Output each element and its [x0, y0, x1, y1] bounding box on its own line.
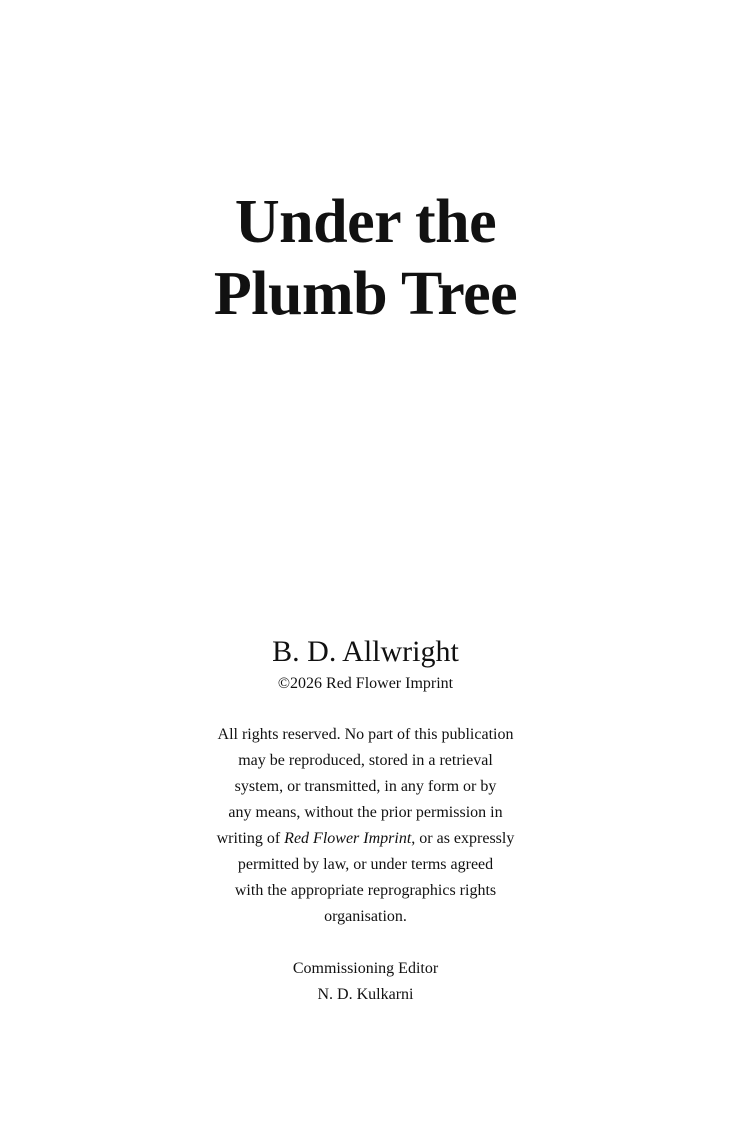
- rights-line-5-before: writing of: [216, 830, 285, 847]
- editor-credit: [0, 956, 731, 1008]
- publisher-name-italic: Red Flower Imprint: [284, 830, 412, 847]
- rights-statement: [0, 722, 731, 930]
- rights-line-1: All rights reserved. No part of this publication: [217, 726, 514, 743]
- book-title: [0, 186, 731, 330]
- editor-role: Commissioning Editor: [292, 960, 439, 977]
- author-name: B. D. Allwright: [272, 635, 459, 668]
- rights-line-8: organisation.: [324, 908, 407, 925]
- editor-name: N. D. Kulkarni: [317, 986, 414, 1003]
- book-title-line-2: Plumb Tree: [213, 260, 518, 328]
- rights-line-2: may be reproduced, stored in a retrieval: [238, 752, 493, 769]
- rights-line-7: with the appropriate reprographics rights: [234, 882, 497, 899]
- copyright-notice: ©2026 Red Flower Imprint: [277, 675, 454, 692]
- rights-line-5: [0, 826, 731, 852]
- rights-line-3: system, or transmitted, in any form or by: [234, 778, 497, 795]
- rights-line-6: permitted by law, or under terms agreed: [237, 856, 494, 873]
- rights-line-5-after: , or as expressly: [411, 830, 515, 847]
- book-title-line-1: Under the: [234, 188, 497, 256]
- rights-line-4: any means, without the prior permission in: [228, 804, 503, 821]
